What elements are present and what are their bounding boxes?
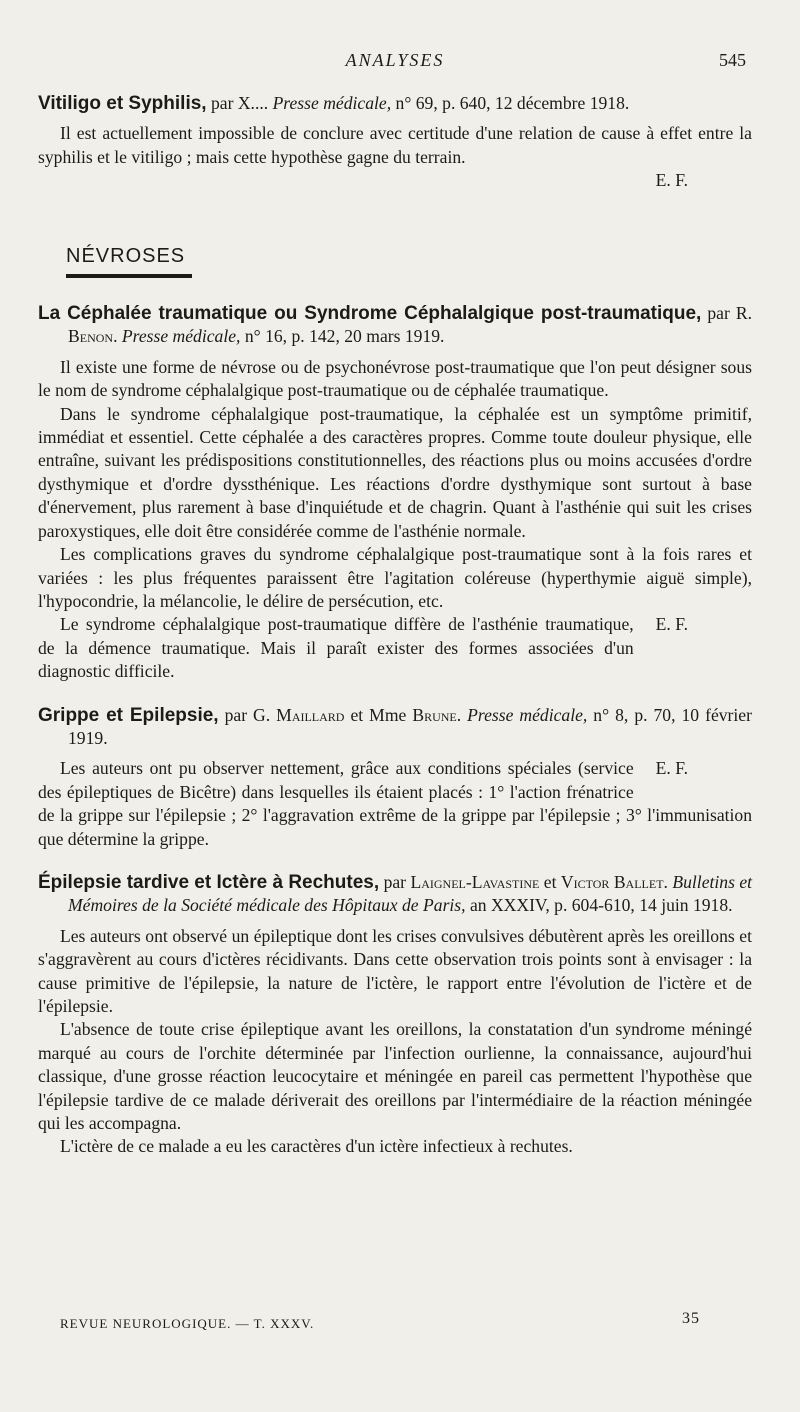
article-byline: par X.... xyxy=(210,93,269,113)
article-paragraph: L'absence de toute crise épileptique avant les oreillons, la constatation d'un syndrome méningé marqué au cours de l'orchite déterminée par l'infection ourlienne, la connaissance, aujourd'hui classique, d'une grosse réaction leucocytaire et méningée en pareil cas permettent l'hypothèse que l'épilepsie tardive de ce malade dériverait des oreillons par l'intermédiaire de la réaction méningée qui les accompagna. xyxy=(38,1019,752,1134)
article-paragraph xyxy=(38,613,752,683)
article-journal: Bulletins et Mémoires de la Société médicale des Hôpitaux de Paris, xyxy=(68,871,753,916)
article-title-text: Vitiligo et Syphilis, xyxy=(38,93,207,114)
article-title-cephalee: La Céphalée traumatique ou Syndrome Céphalalgique post-traumatique, par R. Benon. Presse médicale, n° 16, p. 142, 20 mars 1919. xyxy=(38,303,753,347)
article-body xyxy=(38,92,752,1159)
section-title: NÉVROSES xyxy=(66,244,186,267)
article-signature: E. F. xyxy=(655,758,688,779)
article-title-grippe xyxy=(38,704,752,751)
article-ref: n° 69, p. 640, 12 décembre 1918. xyxy=(395,93,630,113)
article-ref: n° 8, p. 70, 10 février 1919. xyxy=(68,704,752,748)
article-paragraph: L'ictère de ce malade a eu les caractères d'un ictère infectieux à rechutes. xyxy=(60,1136,573,1157)
article-title-vitiligo xyxy=(38,92,752,115)
article-title-epilepsie xyxy=(38,871,752,918)
article-title-text: Grippe et Epilepsie, xyxy=(38,704,219,726)
article-author: Maillard xyxy=(276,704,345,725)
article-paragraph: Les complications graves du syndrome céphalalgique post-traumatique sont à la fois rares et variées : les plus fréquentes paraissent être l'agitation coléreuse (hyperthymie aiguë simple), l'hypocondrie, la mélancolie, le délire de persécution, etc. xyxy=(38,544,752,611)
article-paragraph: Dans le syndrome céphalalgique post-traumatique, la céphalée est un symptôme primitif, immédiat et essentiel. Cette céphalée a des caractères propres. Comme toute douleur physique, elle entraîne, suivant les prédispositions constitutionnelles, des réactions plus ou moins accusées d'ordre dysthymique et d'ordre dyssthénique. Les réactions d'ordre dysthymique sont surtout à base d'énervement, plus rarement à base d'inquiétude et de chagrin. Quant à l'asthénie qui suit les crises paroxystiques, elle doit être considérée comme de l'asthénie normale. xyxy=(38,403,752,541)
article-paragraph-text: Le syndrome céphalalgique post-traumatique diffère de l'asthénie traumatique, de la démence traumatique. Mais il paraît exister des formes associées d'un diagnostic difficile. xyxy=(38,614,634,682)
article-author: Brune. xyxy=(412,704,462,725)
article-author: Victor Ballet. xyxy=(560,871,668,892)
article-ref: n° 16, p. 142, 20 mars 1919. xyxy=(244,326,445,347)
article-ref: an XXXIV, p. 604-610, 14 juin 1918. xyxy=(469,895,733,916)
article-paragraph xyxy=(38,757,752,851)
article-signature: E. F. xyxy=(655,170,688,191)
page-number: 545 xyxy=(719,50,746,70)
article-journal: Presse médicale, xyxy=(272,93,392,113)
footer-journal: REVUE NEUROLOGIQUE. — T. XXXV. xyxy=(60,1316,315,1331)
article-byline-mid: et xyxy=(543,871,557,892)
section-heading xyxy=(66,245,192,278)
running-head xyxy=(0,50,800,74)
article-journal: Presse médicale, xyxy=(121,326,241,347)
article-title-text: Épilepsie tardive et Ictère à Rechutes, xyxy=(38,871,380,893)
signature-number: 35 xyxy=(682,1310,700,1327)
article-author: Laignel-Lavastine xyxy=(410,871,540,892)
article-paragraph: Les auteurs ont observé un épileptique dont les crises convulsives débutèrent après les oreillons et s'aggravèrent au cours d'ictères récidivants. Dans cette observation trois points sont à envisager : la cause primitive de l'épilepsie, la nature de l'ictère, le rapport entre l'évolution de l'ictère et de l'épilepsie. xyxy=(38,925,752,1016)
running-head-title: ANALYSES xyxy=(345,50,445,70)
article-paragraph-text: Les auteurs ont pu observer nettement, grâce aux conditions spéciales (service des épileptiques de Bicêtre) dans lesquelles ils étaient placés : 1° l'action frénatrice de la grippe sur l'épilepsie ; 2° l'aggravation extrême de la grippe par l'épilepsie ; 3° l'immunisation que détermine la grippe. xyxy=(38,758,752,849)
article-byline-mid: et Mme xyxy=(350,704,407,725)
article-author: Benon xyxy=(68,326,114,347)
page-footer xyxy=(60,1310,700,1338)
article-paragraph: Il existe une forme de névrose ou de psychonévrose post-traumatique que l'on peut désigner sous le nom de syndrome céphalalgique post-traumatique ou de céphalée traumatique. xyxy=(38,356,752,401)
article-title-text: La Céphalée traumatique ou Syndrome Céphalalgique post-traumatique, xyxy=(38,303,702,325)
article-byline: par G. xyxy=(224,704,271,725)
section-rule xyxy=(66,274,192,278)
article-journal: Presse médicale, xyxy=(467,704,588,725)
article-signature: E. F. xyxy=(655,614,688,635)
article-byline: par R. xyxy=(707,303,753,324)
article-paragraph: Il est actuellement impossible de conclure avec certitude d'une relation de cause à effet entre la syphilis et le vitiligo ; mais cette hypothèse gagne du terrain. xyxy=(38,123,752,167)
article-byline: par xyxy=(383,871,407,892)
